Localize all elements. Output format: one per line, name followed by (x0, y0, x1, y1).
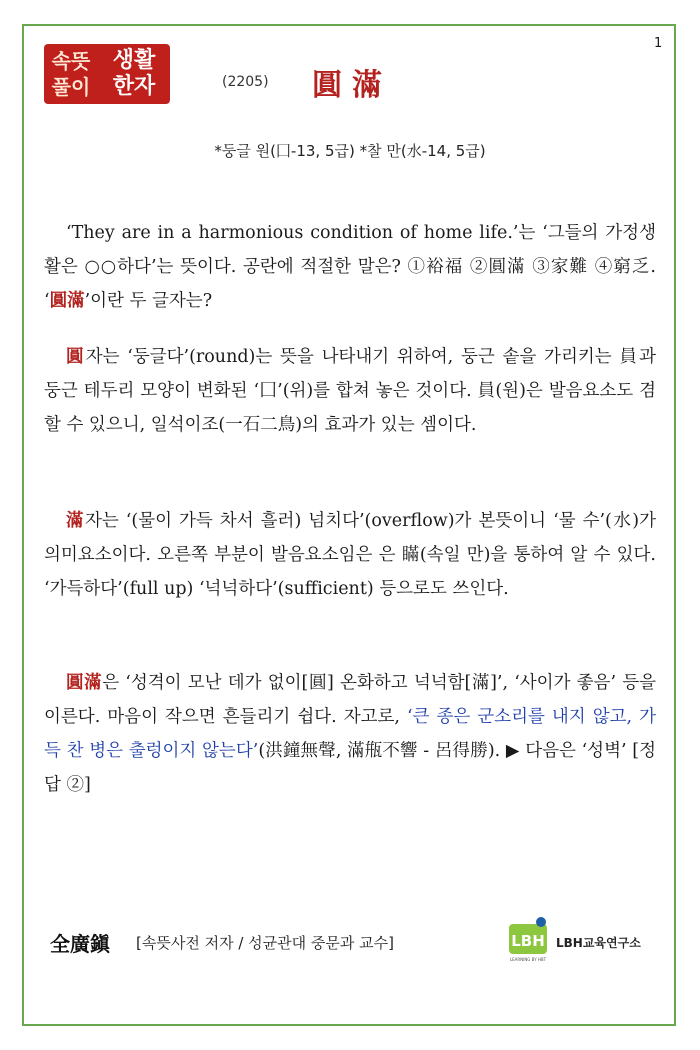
lbh-logo-tagline: LEARNING BY HBT (509, 957, 547, 962)
logo-left-bottom: 풀이 (51, 75, 91, 99)
organization-name: LBH교육연구소 (556, 936, 641, 950)
document-code: (2205) (222, 74, 269, 90)
paragraph-intro-text: ‘They are in a harmonious condition of home life.’는 ‘그들의 가정생활은 ○○하다’는 뜻이다. 공란에 적절한 말은? ①裕福 ②圓滿 ③家難 ④窮乏. ‘ (44, 223, 656, 311)
paragraph-first-character-term: 圓 (66, 347, 86, 367)
author-role: [속뜻사전 저자 / 성균관대 중문과 교수] (136, 934, 394, 952)
series-logo (44, 44, 170, 104)
page-title: 圓滿 (312, 68, 392, 103)
lbh-logo-icon (505, 914, 551, 964)
paragraph-word-meaning-term: 圓滿 (66, 673, 103, 693)
paragraph-word-meaning (44, 666, 656, 802)
logo-right-top: 생활 (112, 48, 156, 73)
author-name: 全廣鎭 (50, 932, 110, 956)
paragraph-intro (44, 216, 656, 318)
lbh-logo-letters: LBH (511, 932, 545, 950)
paragraph-intro-tail: ’이란 두 글자는? (84, 291, 213, 311)
paragraph-word-meaning-tail: (洪鐘無聲, 滿甁不響 - 呂得勝). ▶ 다음은 ‘성벽’ [정답 ②] (44, 741, 656, 795)
series-logo-right (98, 44, 170, 104)
logo-left-top: 속뜻 (51, 49, 91, 73)
proverb-quote: ‘큰 종은 군소리를 내지 않고, 가득 찬 병은 출렁이지 않는다’ (44, 707, 656, 761)
character-readings: *둥글 원(囗-13, 5급) *찰 만(水-14, 5급) (214, 142, 486, 160)
paragraph-first-character (44, 340, 656, 442)
paragraph-first-character-text: 자는 ‘둥글다’(round)는 뜻을 나타내기 위하여, 둥근 솥을 가리키는 員과 둥근 테두리 모양이 변화된 ‘囗’(위)를 합쳐 놓은 것이다. 員(원)은 발음요소도 겸할 수 있으니, 일석이조(一石二鳥)의 효과가 있는 셈이다. (44, 347, 656, 435)
paragraph-second-character-text: 자는 ‘(물이 가득 차서 흘러) 넘치다’(overflow)가 본뜻이니 ‘물 수’(水)가 의미요소이다. 오른쪽 부분이 발음요소임은 은 瞞(속일 만)을 통하여 알 수 있다. ‘가득하다’(full up) ‘넉넉하다’(sufficient) 등으로도 쓰인다. (44, 511, 656, 599)
lbh-logo-dot (536, 917, 546, 927)
logo-right-bottom: 한자 (112, 74, 156, 99)
paragraph-word-meaning-text: 은 ‘성격이 모난 데가 없이[圓] 온화하고 넉넉함[滿]’, ‘사이가 좋음’ 등을 이른다. 마음이 작으면 흔들리기 쉽다. 자고로, (44, 673, 657, 727)
series-logo-left (44, 44, 98, 104)
paragraph-intro-term: 圓滿 (49, 291, 85, 311)
page-number: 1 (654, 36, 663, 51)
paragraph-second-character (44, 504, 656, 606)
paragraph-second-character-term: 滿 (66, 511, 85, 531)
